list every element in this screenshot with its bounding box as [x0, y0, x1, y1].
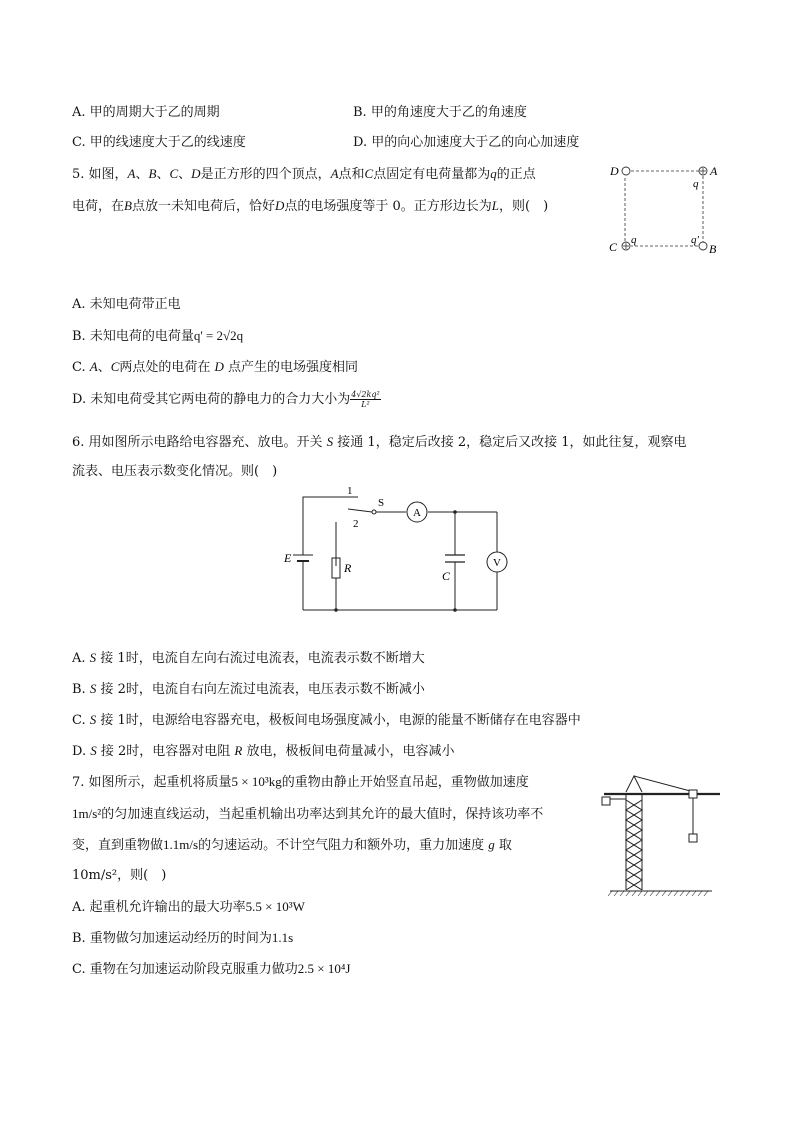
label-a: A [710, 164, 718, 178]
q5-option-b: B. 未知电荷的电荷量q' = 2√2q [72, 328, 244, 344]
switch-label: S [378, 497, 385, 509]
q7-stem-line2: 1m/s²的匀加速直线运动，当起重机输出功率达到其允许的最大值时，保持该功率不 [72, 806, 544, 822]
q4-option-a: A. 甲的周期大于乙的周期 [72, 105, 220, 120]
label-q-b: q' [691, 234, 699, 246]
svg-text:A: A [413, 507, 421, 519]
switch-contact [372, 510, 376, 514]
label-q-a: q [693, 178, 699, 190]
q7-option-b: B. 重物做匀加速运动经历的时间为1.1s [72, 930, 294, 946]
label-q-c: q [631, 234, 637, 246]
q6-option-b: B. S 接 2时，电流自右向左流过电流表，电压表示数不断减小 [72, 681, 425, 697]
pole-2-label: 2 [353, 518, 359, 530]
q7-option-c: C. 重物在匀加速运动阶段克服重力做功2.5 × 10⁴J [72, 961, 351, 977]
q5-stem-line2: 电荷，在B点放一未知电荷后，恰好D点的电场强度等于 0。正方形边长为L，则( ) [72, 198, 549, 214]
q7-option-a: A. 起重机允许输出的最大功率5.5 × 10³W [72, 899, 305, 915]
q4-option-d: D. 甲的向心加速度大于乙的向心加速度 [353, 135, 580, 150]
charge-b-marker [699, 242, 707, 250]
crane-figure [600, 770, 725, 900]
voltmeter-symbol [487, 552, 507, 572]
q5-option-a: A. 未知电荷带正电 [72, 297, 181, 312]
q6-option-a: A. S 接 1时，电流自左向右流过电流表，电流表示数不断增大 [72, 650, 425, 666]
q7-stem-line1: 7. 如图所示，起重机将质量5 × 10³kg的重物由静止开始竖直吊起，重物做加速度 [72, 774, 529, 790]
q4-option-b: B. 甲的角速度大于乙的角速度 [353, 105, 527, 120]
q5-option-c: C. A、C两点处的电荷在 D 点产生的电场强度相同 [72, 359, 359, 375]
emf-label: E [284, 551, 292, 565]
q6-circuit-diagram [278, 482, 518, 617]
label-c: C [609, 240, 618, 254]
charge-a-plus [699, 167, 707, 175]
resistor-label: R [344, 561, 352, 575]
charge-c-plus [622, 242, 630, 250]
q7-stem-line4: 10m/s²，则( ) [72, 868, 167, 883]
q6-stem-line1: 6. 用如图所示电路给电容器充、放电。开关 S 接通 1，稳定后改接 2，稳定后又改接 1，如此往复，观察电 [72, 434, 687, 450]
q5-square-figure [605, 160, 730, 260]
svg-text:V: V [493, 557, 501, 569]
fraction: $\frac{\text{4√2kq²}}{\text{L²}}$ [351, 390, 380, 409]
capacitor-label: C [442, 569, 451, 583]
point-d-marker [622, 167, 630, 175]
q6-stem-line2: 流表、电压表示数变化情况。则( ) [72, 464, 278, 479]
q7-stem-line3: 变，直到重物做1.1m/s的匀速运动。不计空气阻力和额外功，重力加速度 g 取 [72, 837, 512, 853]
q4-option-c: C. 甲的线速度大于乙的线速度 [72, 135, 246, 150]
label-d: D [610, 164, 619, 178]
pole-1-label: 1 [347, 485, 353, 497]
q6-option-d: D. S 接 2时，电容器对电阻 R 放电，极板间电荷量减小，电容减小 [72, 743, 455, 759]
q5-stem-line1: 5. 如图，A、B、C、D是正方形的四个顶点，A点和C点固定有电荷量都为q的正点 [72, 166, 536, 182]
hanging-load [689, 834, 697, 842]
q6-option-c: C. S 接 1时，电源给电容器充电，极板间电场强度减小，电源的能量不断储存在电容器中 [72, 712, 581, 728]
ammeter-symbol [407, 502, 427, 522]
q5-option-d: D. 未知电荷受其它两电荷的静电力的合力大小为 $\frac{\text{4√2kq²}}{\text{L²}}$ [72, 390, 380, 409]
label-b: B [709, 242, 717, 256]
